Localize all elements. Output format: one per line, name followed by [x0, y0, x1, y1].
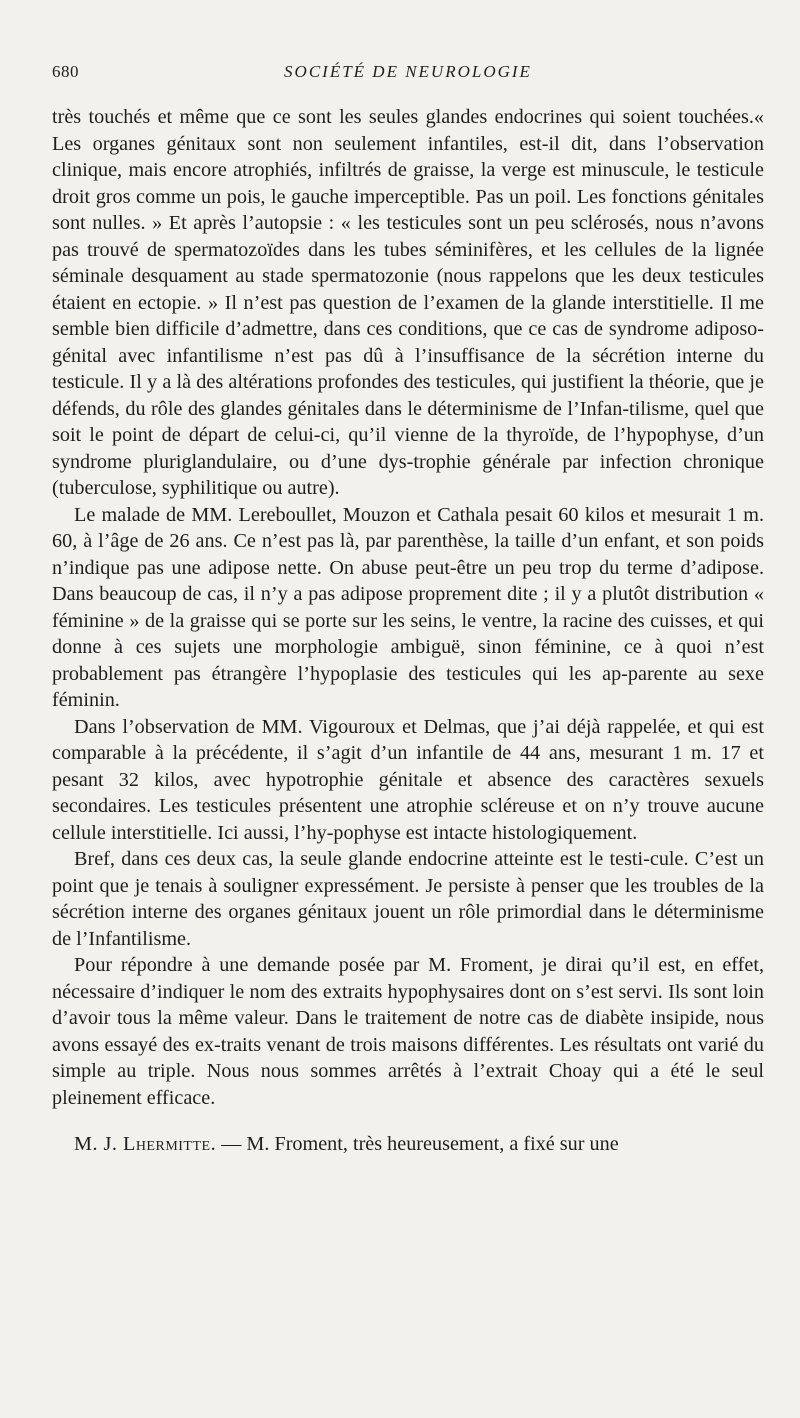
running-title: SOCIÉTÉ DE NEUROLOGIE	[284, 62, 532, 81]
speaker-name: M. J. Lhermitte.	[74, 1133, 217, 1155]
page-number: 680	[52, 62, 79, 81]
paragraph-3: Dans l’observation de MM. Vigouroux et Delmas, que j’ai déjà rappelée, et qui est comparable à la précédente, il s’agit d’un infantile de 44 ans, mesurant 1 m. 17 et pesant 32 kilos, avec hypotrophie génitale et absence des caractères sexuels secondaires. Les testicules présentent une atrophie scléreuse et on n’y trouve aucune cellule interstitielle. Ici aussi, l’hy-pophyse est intacte histologiquement.	[52, 715, 764, 844]
speaker-text: — M. Froment, très heureusement, a fixé sur une	[216, 1133, 619, 1155]
paragraph-2: Le malade de MM. Lereboullet, Mouzon et Cathala pesait 60 kilos et mesurait 1 m. 60, à l’âge de 26 ans. Ce n’est pas là, par parenthèse, la taille d’un enfant, et son poids n’indique pas une adipose nette. On abuse peut-être un peu trop du terme d’adipose. Dans beaucoup de cas, il n’y a pas adipose proprement dite ; il y a plutôt distribution « féminine » de la graisse qui se porte sur les seins, le ventre, la racine des cuisses, et qui donne à ces sujets une morphologie ambiguë, sinon féminine, ce à quoi n’est probablement pas étrangère l’hypoplasie des testicules qui les ap-parente au sexe féminin.	[52, 503, 764, 711]
paragraph-4: Bref, dans ces deux cas, la seule glande endocrine atteinte est le testi-cule. C’est un point que je tenais à souligner expressément. Je persiste à penser que les troubles de la sécrétion interne des organes génitaux jouent un rôle primordial dans le déterminisme de l’Infantilisme.	[52, 848, 764, 950]
paragraph-5: Pour répondre à une demande posée par M. Froment, je dirai qu’il est, en effet, nécessaire d’indiquer le nom des extraits hypophysaires dont on s’est servi. Ils sont loin d’avoir tous la même valeur. Dans le traitement de notre cas de diabète insipide, nous avons essayé des ex-traits venant de trois maisons différentes. Les résultats ont varié du simple au triple. Nous nous sommes arrêtés à l’extrait Choay qui a été le seul pleinement efficace.	[52, 954, 764, 1109]
paragraph-speaker	[52, 1131, 764, 1158]
page-header	[52, 62, 764, 88]
paragraph-1: très touchés et même que ce sont les seules glandes endocrines qui soient touchées.« Les organes génitaux sont non seulement infantiles, est-il dit, dans l’observation clinique, mais encore atrophiés, infiltrés de graisse, la verge est minuscule, le testicule droit gros comme un pois, le gauche imperceptible. Pas un poil. Les fonctions génitales sont nulles. » Et après l’autopsie : « les testicules sont un peu sclérosés, nous n’avons pas trouvé de spermatozoïdes dans les tubes séminifères, et les cellules de la lignée séminale desquament au stade spermatozonie (nous rappelons que les deux testicules étaient en ectopie. » Il n’est pas question de l’examen de la glande interstitielle. Il me semble bien difficile d’admettre, dans ces conditions, que ce cas de syndrome adiposo-génital avec infantilisme n’est pas dû à l’insuffisance de la sécrétion interne du testicule. Il y a là des altérations profondes des testicules, qui justifient la théorie, que je défends, du rôle des glandes génitales dans le déterminisme de l’Infan-tilisme, quel que soit le point de départ de celui-ci, qu’il vienne de la thyroïde, de l’hypophyse, d’un syndrome pluriglandulaire, ou d’une dys-trophie générale par infection chronique (tuberculose, syphilitique ou autre).	[52, 106, 764, 499]
body-text	[52, 104, 764, 1158]
